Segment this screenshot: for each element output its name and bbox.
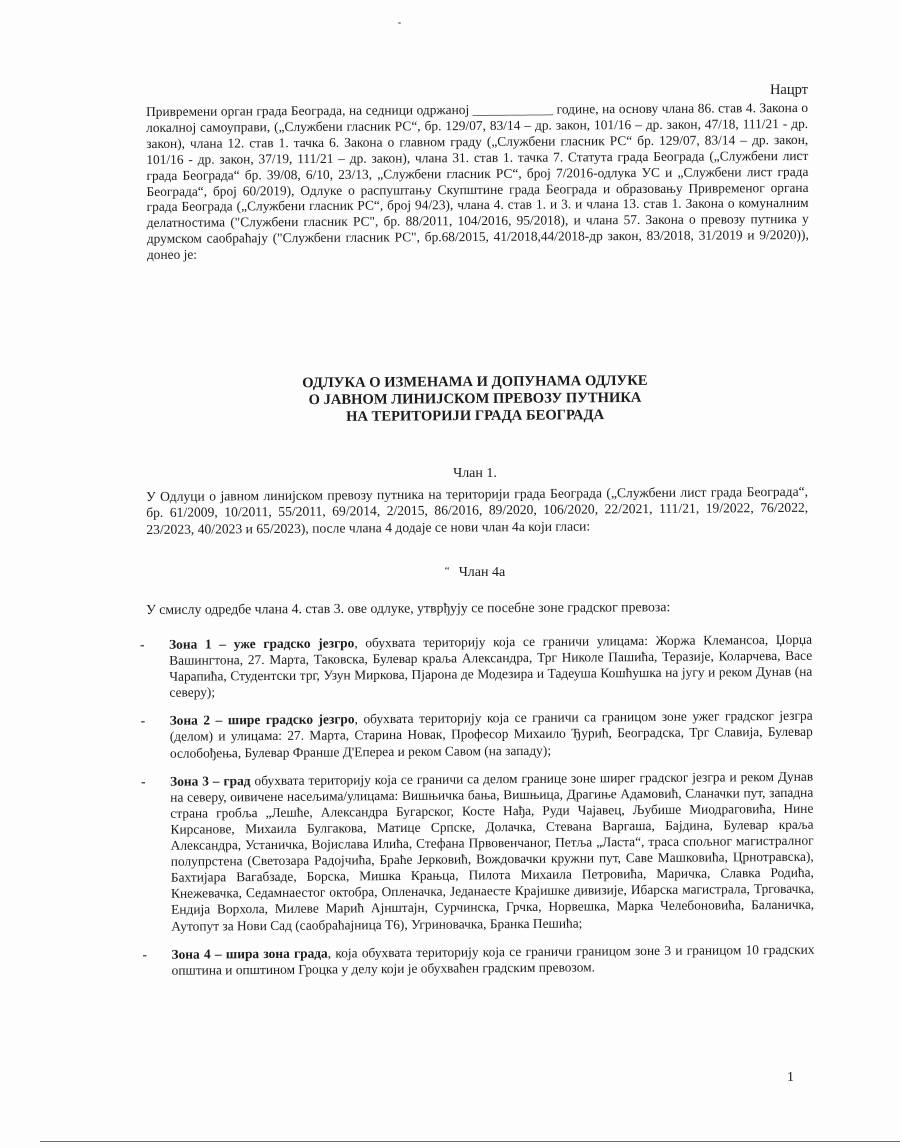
list-item-zone-3	[141, 768, 814, 934]
scan-speck	[398, 22, 401, 24]
preamble-paragraph: Привремени орган града Београда, на седници одржаној ____________ године, на основу члана 86. став 4. Закона о локалној самоуправи, („Службени гласник РС“, бр. 129/07, 83/14 – др. закон, 101/16 – др. закон, 47/18, 111/21 - др. закон), члана 12. став 1. тачка 6. Закона о главном граду („Службени гласник РС“ бр. 129/07, 83/14 – др. закон, 101/16 - др. закон, 37/19, 111/21 – др. закон), члана 31. став 1. тачка 7. Статута града Београда („Службени лист града Београда“ бр. 39/08, 6/10, 23/13, „Службени гласник РС“, број 7/2016-одлука УС и „Службени лист града Београда“, број 60/2019), Одлуке о распуштању Скупштине града Београда и образовању Привременог органа града Београда („Службени гласник РС“, број 94/23), члана 4. став 1. и 3. и члана 13. став 1. Закона о комуналним делатностима ("Службени гласник РС", бр. 88/2011, 104/2016, 95/2018), и члана 57. Закона о превозу путника у друмском саобраћају ("Службени гласник РС", бр.68/2015, 41/2018,44/2018-др закон, 83/2018, 31/2019 и 9/2020)), донео је:	[146, 99, 809, 263]
bullet-dash: -	[140, 636, 145, 652]
title-line: НА ТЕРИТОРИЈИ ГРАДА БЕОГРАДА	[346, 407, 605, 425]
zone-name: Зона 2 – шире градско језгро	[169, 711, 355, 729]
zone-name: Зона 3 – град	[170, 772, 251, 789]
zone-description: обухвата територију која се граничи са делом границе зоне ширег градског језгра и реком Дунав на северу, оивичене насељима/улицама: Вишњичка бања, Вишњица, Драгиње Адамовић, Сланачки пут, западна страна гробља „Лешће, Александра Бугарског, Косте Нађа, Руди Чајавец, Љубише Миодраговића, Нине Кирсанове, Михаила Булгакова, Матице Српске, Долачка, Стевана Варгаша, Бајдина, Булевар краља Александра, Устаничка, Војислава Илића, Стефана Првовенчаног, Петља „Ласта“, траса спољног магистралног полупрстена (Светозара Радојчића, Браће Јерковић, Вождовачки кружни пут, Саве Машковића, Црнотравска), Бахтијара Вагабзаде, Борска, Мишка Крањца, Пилота Михаила Петровића, Маричка, Славка Родића, Кнежевачка, Седамнаестог октобра, Опленачка, Једанаесте Крајишке дивизије, Ибарска магистрала, Трговачка, Ендија Ворхола, Милеве Марић Ајнштајн, Сурчинска, Грчка, Норвешка, Марка Челебоновића, Баланичка, Аутопут за Нови Сад (саобраћајница Т6), Угриновачка, Бранка Пешића;	[170, 768, 815, 934]
list-item-zone-1	[140, 632, 812, 702]
zone-name: Зона 4 – шира зона града	[171, 945, 328, 962]
bottom-divider	[40, 1141, 900, 1142]
bullet-dash: -	[141, 773, 146, 789]
subarticle-heading-text: Члан 4а	[458, 565, 506, 580]
subarticle-heading	[150, 565, 800, 581]
zone-description: , обухвата територију која се граничи са границом зоне ужег градског језгра (делом) и улицама: 27. Марта, Старина Новак, Професор Михаило Ђурић, Београдска, Трг Славија, Булевар ослобођења, Булевар Франше Д'Епереа и реком Савом (на западу);	[169, 708, 813, 761]
title-line: ОДЛУКА О ИЗМЕНАМА И ДОПУНАМА ОДЛУКЕ	[302, 372, 648, 392]
page-number: 1	[787, 1070, 794, 1085]
article-heading: Члан 1.	[453, 466, 497, 481]
draft-label: Нацрт	[769, 82, 808, 98]
opening-quote: “	[444, 565, 450, 577]
list-item-zone-4	[142, 941, 814, 978]
article-intro-paragraph: У Одлуци о јавном линијском превозу путника на територији града Београда („Службени лист града Београда“, бр. 61/2009, 10/2011, 55/2011, 69/2014, 2/2015, 86/2016, 89/2020, 106/2020, 22/2021, 111/21, 19/2022, 76/2022, 23/2023, 40/2023 и 65/2023), после члана 4 додаје се нови члан 4а који гласи:	[146, 483, 809, 537]
title-line: О ЈАВНОМ ЛИНИЈСКОМ ПРЕВОЗУ ПУТНИКА	[308, 389, 642, 409]
zones-list	[140, 632, 815, 991]
zone-name: Зона 1 – уже градско језгро	[168, 635, 355, 652]
bullet-dash: -	[142, 946, 148, 962]
zones-intro-paragraph: У смислу одредбе члана 4. став 3. ове одлуке, утврђују се посебне зоне градског превоза:	[146, 599, 671, 617]
zone-description: , која обухвата територију која се граничи границом зоне 3 и границом 10 градских општина и општином Гроцка у делу који је обухваћен градским превозом.	[171, 941, 815, 978]
document-title	[150, 372, 800, 428]
bullet-dash: -	[140, 713, 146, 729]
zone-description: , обухвата територију која се граничи улицама: Жоржа Клемансоа, Џорџа Вашингтона, 27. Марта, Таковска, Булевар краља Александра, Трг Николе Пашића, Теразије, Коларчева, Васе Чарапића, Студентски трг, Узун Миркова, Пјарона де Модезира и Тадеуша Кошћушка на југу и реком Дунав (на северу);	[169, 631, 813, 701]
list-item-zone-2	[141, 708, 813, 762]
